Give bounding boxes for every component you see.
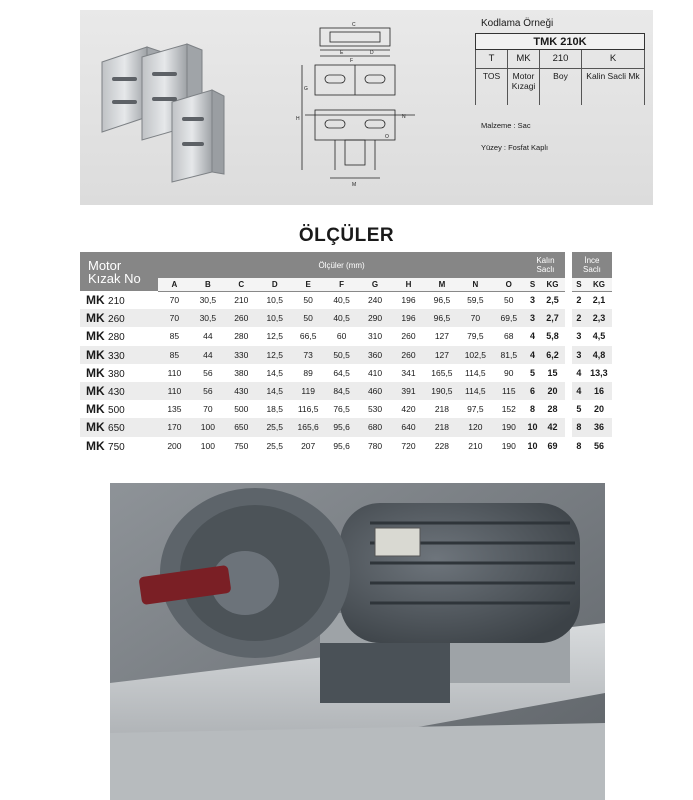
product-photo [92,22,267,192]
dimension-cell: 218 [434,404,449,415]
model-number: 380 [108,368,125,380]
svg-text:G: G [304,86,308,92]
thin-sheet-header [572,252,612,278]
dimension-cell: 196 [392,309,425,327]
model-prefix: MK [86,347,105,362]
table-row [80,291,612,309]
dimension-cell: 95,6 [325,418,358,436]
dimension-cell: 200 [167,440,182,451]
table-row [80,437,612,455]
dimension-cell: 50 [504,295,514,306]
thin-kg-cell: 16 [586,382,612,400]
dimension-cell: 152 [501,404,516,415]
thick-kg-cell: 28 [547,404,558,415]
dimension-cell: 420 [401,404,416,415]
dimension-cell: 25,5 [266,440,283,451]
thick-s-cell: 4 [530,331,536,342]
dimension-cell: 460 [358,382,391,400]
model-prefix: MK [86,438,105,453]
dimension-cell: 391 [392,382,425,400]
coding-example [475,18,645,152]
dimension-cell: 116,5 [297,404,319,415]
motor-photo [110,483,605,800]
thin-s-cell: 4 [576,367,582,378]
dimension-cell: 240 [367,295,383,306]
thin-s-cell: 3 [572,346,586,364]
model-prefix: MK [86,311,105,326]
dimension-cell: 70 [158,309,191,327]
thin-kg-cell: 2,3 [586,309,612,327]
model-number: 280 [108,332,125,344]
dimension-cell: 380 [234,367,249,378]
dimension-cell: 190,5 [425,382,458,400]
header-line: İnce [584,256,600,265]
dimension-cell: 18,5 [266,404,283,415]
dimension-cell: 530 [367,404,383,415]
column-header: N [459,278,492,291]
svg-text:D: D [370,50,374,56]
dimension-cell: 60 [336,331,347,342]
table-row [80,327,612,345]
dimension-cell: 114,5 [465,367,486,378]
dimension-cell: 119 [291,382,324,400]
dimension-cell: 66,5 [299,331,317,342]
dimension-cell: 70 [203,404,213,415]
dimension-cell: 260 [401,331,416,342]
table-row [80,400,612,418]
thin-kg-cell: 56 [593,440,604,451]
dimension-cell: 680 [358,418,391,436]
coding-example-title: Kodlama Örneği [481,18,554,29]
dimension-cell: 360 [358,346,391,364]
dimension-cell: 70 [169,295,180,306]
table-row [80,418,612,436]
dimension-cell: 40,5 [333,295,350,306]
model-name [80,382,158,400]
table-row [80,382,612,400]
dimension-cell: 410 [367,367,383,378]
thick-kg-cell: 42 [540,418,566,436]
dimension-cell: 165,6 [291,418,324,436]
thick-s-cell: 10 [526,418,540,436]
thin-s-cell: 8 [572,418,586,436]
dimension-cell: 40,5 [325,309,358,327]
model-name [80,364,158,382]
dimension-cell: 127 [425,346,458,364]
dimension-cell: 44 [191,346,224,364]
dimension-cell: 64,5 [333,367,350,378]
thick-kg-cell: 20 [540,382,566,400]
dimension-cell: 720 [401,440,416,451]
svg-text:O: O [385,134,389,140]
table-row [80,346,612,364]
header-line: Kızak No [88,270,141,286]
dimension-cell: 780 [367,440,383,451]
dimension-cell: 330 [225,346,258,364]
column-header: F [325,278,358,291]
dimension-cell: 79,5 [467,331,484,342]
dimension-cell: 110 [167,367,182,378]
dimension-cell: 750 [234,440,249,451]
model-number: 210 [108,296,125,308]
svg-text:F: F [350,58,354,64]
dimension-cell: 228 [434,440,449,451]
dimension-cell: 50,5 [325,346,358,364]
thick-kg-cell: 6,2 [540,346,566,364]
dimension-cell: 165,5 [431,367,453,378]
dimension-cell: 30,5 [199,295,217,306]
dimension-cell: 430 [225,382,258,400]
model-number: 330 [108,350,125,362]
model-number: 650 [108,423,125,435]
thick-s-cell: 3 [530,295,536,306]
code-part: K [582,50,645,69]
thick-kg-cell: 2,5 [546,295,559,306]
dimension-cell: 115 [492,382,525,400]
dimension-cell: 14,5 [266,367,283,378]
model-number: 750 [108,441,125,453]
dimension-cell: 70 [459,309,492,327]
dimension-cell: 90 [504,367,514,378]
thick-kg-cell: 15 [547,367,558,378]
dimension-cell: 73 [291,346,324,364]
model-name [80,291,158,309]
svg-text:C: C [352,22,356,28]
dimension-cell: 96,5 [425,309,458,327]
model-prefix: MK [86,402,105,417]
section-heading: ÖLÇÜLER [298,225,395,246]
model-number: 260 [108,314,125,326]
model-name [80,400,158,418]
svg-text:H: H [296,116,300,122]
dimension-cell: 260 [392,346,425,364]
code-part: MK [508,50,540,69]
dimension-cell: 190 [492,418,525,436]
thin-s-cell: 2 [576,295,582,306]
dimension-cell: 56 [203,367,213,378]
thin-kg-cell: 36 [586,418,612,436]
dimension-cell: 210 [234,295,249,306]
thin-kg-cell: 4,5 [592,331,606,342]
dimension-cell: 110 [158,382,191,400]
header-line: Saclı [583,265,601,274]
dimension-cell: 44 [203,331,213,342]
code-part: T [476,50,508,69]
dimension-cell: 196 [401,295,416,306]
thick-sheet-header [526,252,566,278]
dimension-cell: 85 [158,346,191,364]
dimension-cell: 59,5 [467,295,484,306]
dimension-cell: 218 [425,418,458,436]
column-header: KG [586,278,612,291]
top-band [80,10,653,205]
thin-kg-cell: 4,8 [586,346,612,364]
thick-s-cell: 8 [530,404,536,415]
model-name [80,309,158,327]
column-header: S [572,278,586,291]
dimension-cell: 96,5 [433,295,451,306]
dimension-cell: 114,5 [459,382,492,400]
dimension-cell: 76,5 [333,404,350,415]
dimension-cell: 12,5 [266,331,283,342]
dimension-cell: 210 [468,440,483,451]
thin-s-cell: 3 [576,331,582,342]
dimension-cell: 290 [358,309,391,327]
dimension-cell: 95,6 [333,440,350,451]
model-prefix: MK [86,365,105,380]
thick-s-cell: 4 [526,346,540,364]
dimension-cell: 341 [401,367,416,378]
thick-s-cell: 3 [526,309,540,327]
dimension-cell: 50 [291,309,324,327]
thick-kg-cell: 69 [547,440,558,451]
dimension-cell: 100 [191,418,224,436]
code-part-description: Motor Kızagi [508,69,540,105]
dimension-cell: 84,5 [325,382,358,400]
svg-text:N: N [402,114,406,120]
header-line: Motor [88,257,122,273]
column-header: E [291,278,324,291]
model-name [80,418,158,436]
thin-kg-cell: 2,1 [592,295,606,306]
dimension-cell: 135 [167,404,182,415]
thin-s-cell: 5 [576,404,582,415]
surface-note: Yüzey : Fosfat Kaplı [481,143,549,152]
code-part: 210 [540,50,582,69]
model-prefix: MK [86,384,105,399]
dimension-cell: 170 [158,418,191,436]
dimension-cell: 10,5 [258,309,291,327]
dimensions-header: Ölçüler (mm) [158,252,526,278]
model-number: 500 [108,405,125,417]
column-header: G [358,278,391,291]
thick-kg-cell: 5,8 [546,331,559,342]
dimension-cell: 81,5 [492,346,525,364]
dimension-cell: 280 [234,331,249,342]
table-row [80,364,612,382]
thick-kg-cell: 2,7 [540,309,566,327]
column-header: KG [540,278,566,291]
thin-kg-cell: 13,3 [590,367,608,378]
dimension-cell: 120 [459,418,492,436]
material-note: Malzeme : Sac [481,121,531,130]
dimension-cell: 89 [303,367,313,378]
dimension-cell: 12,5 [258,346,291,364]
table-body [80,291,612,455]
thin-s-cell: 2 [572,309,586,327]
dimension-cell: 14,5 [258,382,291,400]
column-header: O [492,278,525,291]
column-header: H [392,278,425,291]
dimension-cell: 68 [504,331,514,342]
dimension-cell: 127 [434,331,449,342]
column-header: M [425,278,458,291]
column-header: B [191,278,224,291]
thick-s-cell: 5 [530,367,536,378]
dimension-cell: 69,5 [492,309,525,327]
svg-text:M: M [352,182,357,188]
dimension-cell: 190 [501,440,516,451]
model-number: 430 [108,387,125,399]
thick-s-cell: 10 [527,440,538,451]
column-header: C [225,278,258,291]
dimensions-table [80,252,612,455]
column-header: D [258,278,291,291]
dimension-cell: 102,5 [459,346,492,364]
model-name [80,346,158,364]
code-breakdown [475,50,645,105]
dimension-cell: 500 [234,404,249,415]
code-part-description: Kalin Sacli Mk [582,69,645,105]
dimension-cell: 56 [191,382,224,400]
thin-kg-cell: 20 [593,404,604,415]
header-line: Saclı [536,265,555,274]
dimension-cell: 640 [392,418,425,436]
model-prefix: MK [86,329,105,344]
example-code: TMK 210K [475,33,645,50]
dimension-cell: 85 [169,331,180,342]
dimension-cell: 10,5 [266,295,283,306]
thin-s-cell: 8 [576,440,582,451]
dimension-cell: 25,5 [258,418,291,436]
table-row [80,309,612,327]
code-part-description: TOS [476,69,508,105]
model-name [80,437,158,455]
dimension-cell: 260 [225,309,258,327]
motor-kizak-header [80,252,158,291]
dimension-cell: 97,5 [467,404,484,415]
technical-drawing [290,20,430,190]
model-prefix: MK [86,293,105,308]
column-header: A [158,278,191,291]
code-part-description: Boy [540,69,582,105]
column-header: S [526,278,540,291]
dimension-cell: 207 [301,440,316,451]
thick-s-cell: 6 [526,382,540,400]
thin-s-cell: 4 [572,382,586,400]
dimension-cell: 100 [200,440,215,451]
svg-text:E: E [340,50,344,56]
header-line: Kalın [536,256,555,265]
dimension-cell: 30,5 [191,309,224,327]
dimension-cell: 310 [367,331,383,342]
dimension-cell: 50 [303,295,313,306]
dimension-cell: 650 [225,418,258,436]
model-prefix: MK [86,420,105,435]
model-name [80,327,158,345]
